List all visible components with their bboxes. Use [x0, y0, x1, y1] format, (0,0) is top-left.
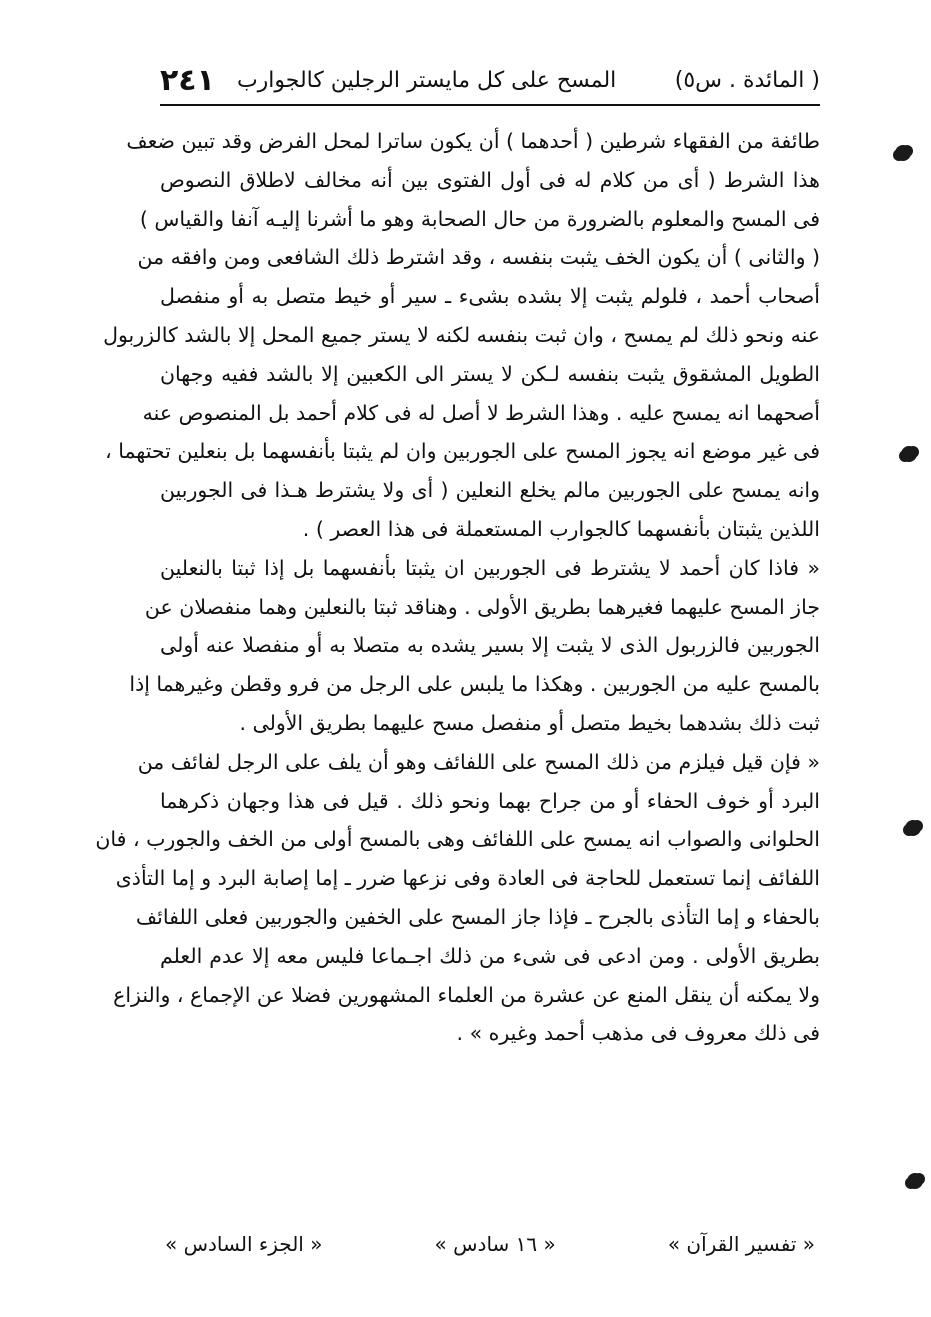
text-line: « فاذا كان أحمد لا يشترط فى الجوربين ان يثبتا بأنفسهما بل إذا ثبتا بالنعلين — [160, 555, 820, 580]
paragraph — [103, 122, 820, 549]
text-line: فى غير موضع انه يجوز المسح على الجوربين وان لم يثبتا بأنفسهما بل بنعلين تحتهما ، — [105, 439, 820, 464]
text-line: الحلوانى والصواب انه يمسح على اللفائف وهى بالمسح أولى من الخف والجورب ، فان — [95, 827, 820, 852]
text-line: اللذين يثبتان بأنفسهما كالجوارب المستعملة فى هذا العصر ) . — [302, 516, 820, 541]
page-number: ٢٤١ — [160, 62, 215, 98]
punch-hole-mark — [905, 820, 921, 836]
text-line: جاز المسح عليهما فغيرهما بطريق الأولى . وهناقد ثبتا بالنعلين وهما منفصلان عن — [144, 594, 820, 619]
running-title: المسح على كل مايستر الرجلين كالجوارب — [236, 67, 617, 93]
header-rule — [160, 104, 820, 106]
paragraph — [95, 743, 820, 1053]
text-line: ولا يمكنه أن ينقل المنع عن عشرة من العلماء المشهورين فضلا عن الإجماع ، والنزاع — [113, 982, 820, 1007]
chapter-ref: ( المائدة . س٥) — [674, 67, 820, 93]
header-right — [675, 68, 820, 93]
text-line: ثبت ذلك بشدهما بخيط متصل أو منفصل مسح عليهما بطريق الأولى . — [239, 710, 820, 735]
text-line: بطريق الأولى . ومن ادعى فى شىء من ذلك اجـماعا فليس معه إلا عدم العلم — [160, 943, 820, 968]
punch-hole-mark — [895, 145, 911, 161]
text-line: وانه يمسح على الجوربين مالم يخلع النعلين ( أى ولا يشترط هـذا فى الجوربين — [160, 478, 820, 503]
text-line: الطويل المشقوق يثبت بنفسه لـكن لا يستر الى الكعبين إلا بالشد ففيه وجهان — [160, 361, 820, 386]
text-line: بالمسح عليه من الجوربين . وهكذا ما يلبس على الرجل من فرو وقطن وغيرهما إذا — [129, 672, 820, 697]
header-left — [160, 63, 616, 98]
text-line: أصحاب أحمد ، فلولم يثبت إلا بشده بشىء ـ سير أو خيط متصل به أو منفصل — [160, 284, 820, 309]
text-line: فى المسح والمعلوم بالضرورة من حال الصحابة وهو ما أشرنا إليـه آنفا والقياس ) — [139, 206, 820, 231]
page-header — [160, 58, 820, 102]
text-line: اللفائف إنما تستعمل للحاجة فى العادة وفى نزعها ضرر ـ إما إصابة البرد و إما التأذى — [115, 866, 820, 891]
body-text — [95, 122, 820, 1053]
paragraph — [129, 549, 820, 743]
footer-signature: « ١٦ سادس » — [434, 1232, 556, 1256]
text-line: ( والثانى ) أن يكون الخف يثبت بنفسه ، وقد اشترط ذلك الشافعى ومن وافقه من — [137, 245, 820, 270]
text-line: فى ذلك معروف فى مذهب أحمد وغيره » . — [456, 1021, 820, 1046]
text-line: أصحهما انه يمسح عليه . وهذا الشرط لا أصل له فى كلام أحمد بل المنصوص عنه — [142, 400, 820, 425]
text-line: هذا الشرط ( أى من كلام له فى أول الفتوى بين أنه مخالف لاطلاق النصوص — [160, 167, 820, 192]
footer-book-title: « تفسير القرآن » — [667, 1232, 815, 1256]
punch-hole-mark — [901, 446, 917, 462]
text-line: بالحفاء و إما التأذى بالجرح ـ فإذا جاز المسح على الخفين والجوربين فعلى اللفائف — [135, 904, 820, 929]
text-line: البرد أو خوف الحفاء أو من جراح بهما ونحو ذلك . قيل فى هذا وجهان ذكرهما — [160, 788, 820, 813]
page-footer — [165, 1232, 815, 1256]
text-line: الجوربين فالزربول الذى لا يثبت إلا بسير يشده به متصلا به أو منفصلا عنه أولى — [160, 633, 820, 658]
footer-volume: « الجزء السادس » — [165, 1232, 323, 1256]
text-line: « فإن قيل فيلزم من ذلك المسح على اللفائف وهو أن يلف على الرجل لفائف من — [137, 749, 820, 774]
punch-hole-mark — [907, 1173, 923, 1189]
text-line: عنه ونحو ذلك لم يمسح ، وان ثبت بنفسه لكنه لا يستر جميع المحل إلا بالشد كالزربول — [103, 322, 820, 347]
text-line: طائفة من الفقهاء شرطين ( أحدهما ) أن يكون ساترا لمحل الفرض وقد تبين ضعف — [126, 129, 820, 153]
